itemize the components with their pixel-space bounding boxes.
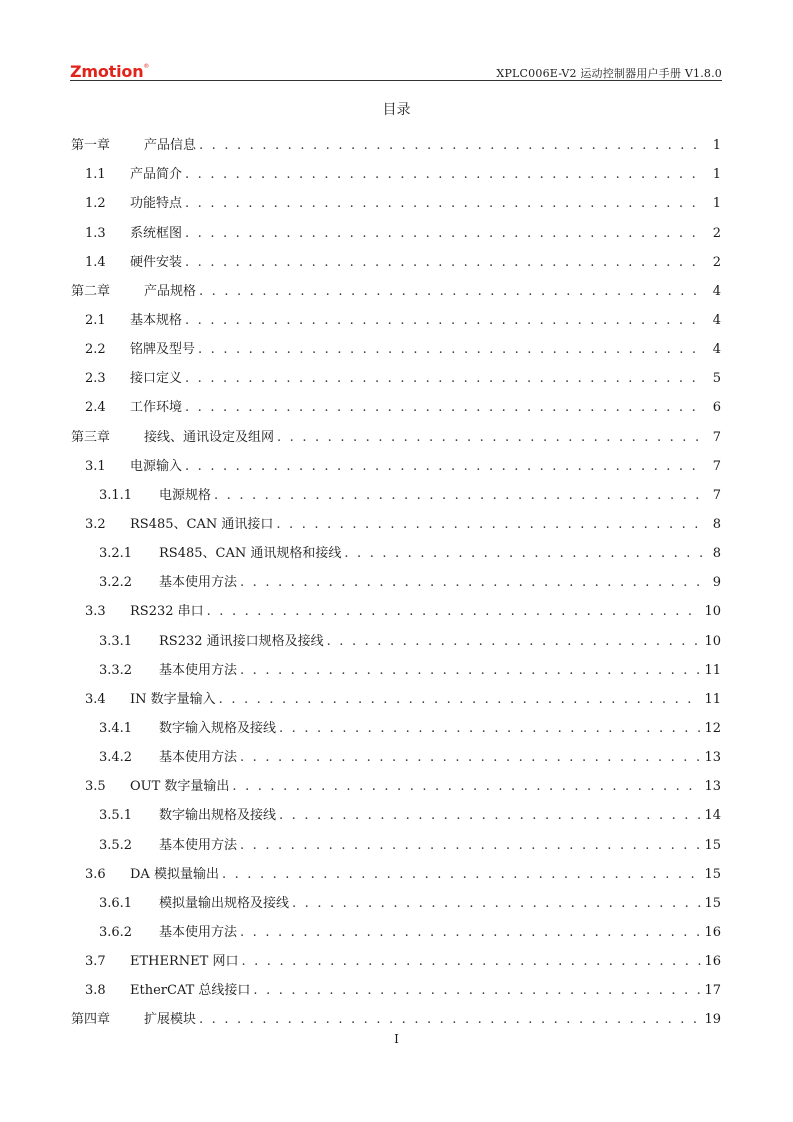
- toc-entry-page: 1: [712, 138, 721, 154]
- toc-dot-leader: [185, 459, 704, 475]
- toc-entry-title: 模拟量输出规格及接线: [159, 895, 290, 911]
- toc-entry[interactable]: [71, 970, 721, 999]
- toc-entry[interactable]: [71, 387, 721, 416]
- toc-entry-title: 数字输入规格及接线: [159, 720, 277, 736]
- toc-entry-page: 2: [712, 225, 721, 241]
- toc-entry-title: RS232 通讯接口规格及接线: [159, 633, 324, 649]
- toc-dot-leader: [240, 575, 704, 591]
- toc-entry-page: 4: [712, 312, 721, 328]
- toc-entry-title: 基本使用方法: [159, 662, 238, 678]
- toc-dot-leader: [232, 779, 701, 795]
- toc-entry[interactable]: [71, 795, 721, 824]
- toc-entry-page: 5: [712, 371, 721, 387]
- table-of-contents: [71, 125, 721, 1028]
- toc-entry-number: 1.3: [85, 225, 106, 241]
- toc-title: 目录: [382, 102, 411, 118]
- toc-entry-title: OUT 数字量输出: [130, 779, 230, 795]
- toc-entry-title: IN 数字量输入: [130, 691, 216, 707]
- toc-entry[interactable]: [71, 737, 721, 766]
- toc-entry[interactable]: [71, 999, 721, 1028]
- toc-entry[interactable]: [71, 183, 721, 212]
- toc-dot-leader: [222, 867, 702, 883]
- toc-entry-number: 3.6: [85, 866, 106, 882]
- toc-entry-page: 6: [712, 400, 721, 416]
- toc-entry-title: 接口定义: [130, 371, 183, 387]
- toc-entry-number: 3.2: [85, 516, 106, 532]
- toc-entry-title: EtherCAT 总线接口: [130, 983, 251, 999]
- toc-dot-leader: [240, 838, 701, 854]
- toc-entry[interactable]: [71, 125, 721, 154]
- toc-entry-title: 基本规格: [130, 312, 183, 328]
- toc-entry-title: 产品信息: [144, 138, 197, 154]
- toc-entry-number: 3.1: [85, 458, 106, 474]
- toc-entry[interactable]: [71, 679, 721, 708]
- toc-dot-leader: [185, 371, 704, 387]
- toc-entry[interactable]: [71, 941, 721, 970]
- toc-entry-number: 3.5: [85, 779, 106, 795]
- toc-entry-title: RS485、CAN 通讯接口: [130, 516, 274, 532]
- toc-entry-number: 3.4.2: [99, 750, 133, 766]
- toc-entry-number: 3.5.2: [99, 837, 133, 853]
- toc-entry-number: 3.6.1: [99, 895, 133, 911]
- toc-entry-number: 2.1: [85, 312, 106, 328]
- page-number: I: [394, 1032, 399, 1046]
- toc-entry-number: 2.4: [85, 400, 106, 416]
- toc-entry-number: 3.7: [85, 954, 106, 970]
- toc-entry-page: 13: [704, 779, 721, 795]
- toc-entry-page: 16: [704, 954, 721, 970]
- toc-entry[interactable]: [71, 708, 721, 737]
- toc-entry-title: 基本使用方法: [159, 750, 238, 766]
- toc-entry[interactable]: [71, 212, 721, 241]
- toc-entry-page: 15: [704, 837, 721, 853]
- toc-dot-leader: [214, 488, 704, 504]
- toc-entry-page: 10: [704, 633, 721, 649]
- toc-entry-number: 3.8: [85, 983, 106, 999]
- toc-dot-leader: [185, 196, 704, 212]
- zmotion-logo: [70, 62, 149, 81]
- toc-entry[interactable]: [71, 504, 721, 533]
- toc-entry[interactable]: [71, 271, 721, 300]
- toc-entry-page: 7: [712, 429, 721, 445]
- toc-dot-leader: [199, 1012, 701, 1028]
- toc-entry-number: 3.6.2: [99, 924, 133, 940]
- toc-dot-leader: [279, 721, 701, 737]
- toc-dot-leader: [241, 954, 701, 970]
- toc-entry-title: 基本使用方法: [159, 924, 238, 940]
- toc-entry[interactable]: [71, 446, 721, 475]
- toc-entry-page: 7: [712, 487, 721, 503]
- toc-entry-number: 3.4.1: [99, 720, 133, 736]
- toc-entry-title: 扩展模块: [144, 1012, 197, 1028]
- toc-entry-page: 9: [712, 575, 721, 591]
- toc-dot-leader: [185, 313, 704, 329]
- toc-entry-page: 13: [704, 750, 721, 766]
- toc-entry-page: 14: [704, 808, 721, 824]
- toc-entry[interactable]: [71, 475, 721, 504]
- toc-entry[interactable]: [71, 358, 721, 387]
- toc-entry[interactable]: [71, 533, 721, 562]
- toc-entry-number: 2.3: [85, 371, 106, 387]
- toc-entry[interactable]: [71, 154, 721, 183]
- toc-entry-title: 接线、通讯设定及组网: [144, 429, 275, 445]
- toc-entry-number: 第一章: [71, 138, 111, 154]
- toc-entry-title: 数字输出规格及接线: [159, 808, 277, 824]
- toc-entry[interactable]: [71, 416, 721, 445]
- toc-entry-title: RS232 串口: [130, 604, 204, 620]
- toc-dot-leader: [276, 517, 704, 533]
- toc-entry-number: 1.4: [85, 254, 106, 270]
- toc-entry-title: 产品简介: [130, 167, 183, 183]
- toc-entry-page: 1: [712, 196, 721, 212]
- toc-entry-page: 11: [704, 662, 721, 678]
- toc-dot-leader: [207, 604, 702, 620]
- toc-entry-title: 产品规格: [144, 283, 197, 299]
- toc-entry-number: 3.2.1: [99, 546, 133, 562]
- toc-entry-page: 11: [704, 691, 721, 707]
- toc-entry-page: 12: [704, 720, 721, 736]
- toc-dot-leader: [240, 925, 701, 941]
- toc-entry[interactable]: [71, 824, 721, 853]
- toc-entry-title: 工作环境: [130, 400, 183, 416]
- toc-entry-title: ETHERNET 网口: [130, 954, 239, 970]
- toc-entry[interactable]: [71, 300, 721, 329]
- toc-entry-number: 第四章: [71, 1012, 111, 1028]
- toc-dot-leader: [185, 226, 704, 242]
- toc-entry-title: 功能特点: [130, 196, 183, 212]
- toc-entry-page: 4: [712, 283, 721, 299]
- registered-mark: ®: [143, 63, 150, 70]
- toc-entry[interactable]: [71, 620, 721, 649]
- toc-entry-page: 1: [712, 167, 721, 183]
- toc-entry[interactable]: [71, 650, 721, 679]
- toc-dot-leader: [279, 808, 701, 824]
- toc-entry-page: 2: [712, 254, 721, 270]
- toc-entry-number: 第三章: [71, 429, 111, 445]
- toc-entry-number: 3.1.1: [99, 487, 133, 503]
- toc-entry[interactable]: [71, 883, 721, 912]
- toc-dot-leader: [185, 255, 704, 271]
- toc-dot-leader: [253, 983, 701, 999]
- toc-entry-page: 4: [712, 342, 721, 358]
- toc-entry-page: 16: [704, 924, 721, 940]
- toc-dot-leader: [198, 342, 704, 358]
- toc-entry-number: 1.2: [85, 196, 106, 212]
- page-header: [70, 60, 722, 82]
- toc-entry-page: 19: [704, 1012, 721, 1028]
- toc-entry-title: 硬件安装: [130, 254, 183, 270]
- toc-entry-page: 8: [712, 546, 721, 562]
- toc-dot-leader: [219, 692, 702, 708]
- toc-dot-leader: [199, 138, 704, 154]
- toc-entry-number: 3.3: [85, 604, 106, 620]
- toc-entry-page: 7: [712, 458, 721, 474]
- document-title: XPLC006E-V2 运动控制器用户手册 V1.8.0: [496, 67, 722, 80]
- toc-entry-number: 3.3.2: [99, 662, 133, 678]
- toc-entry-title: 电源输入: [130, 458, 183, 474]
- toc-entry-number: 3.4: [85, 691, 106, 707]
- toc-dot-leader: [199, 284, 704, 300]
- toc-entry-page: 15: [704, 895, 721, 911]
- toc-dot-leader: [344, 546, 704, 562]
- logo-text: Zmotion: [70, 62, 144, 81]
- toc-entry-page: 15: [704, 866, 721, 882]
- toc-entry-page: 8: [712, 516, 721, 532]
- toc-entry-number: 1.1: [85, 167, 106, 183]
- toc-entry[interactable]: [71, 242, 721, 271]
- toc-dot-leader: [240, 663, 701, 679]
- toc-entry-number: 2.2: [85, 342, 106, 358]
- header-divider: [70, 80, 722, 81]
- toc-entry-number: 3.3.1: [99, 633, 133, 649]
- toc-entry[interactable]: [71, 766, 721, 795]
- toc-entry-title: 铭牌及型号: [130, 342, 196, 358]
- toc-entry-title: 系统框图: [130, 225, 183, 241]
- toc-dot-leader: [185, 167, 704, 183]
- toc-entry[interactable]: [71, 591, 721, 620]
- toc-entry-page: 10: [704, 604, 721, 620]
- toc-entry-page: 17: [704, 983, 721, 999]
- toc-entry[interactable]: [71, 329, 721, 358]
- toc-entry-title: 基本使用方法: [159, 837, 238, 853]
- toc-entry[interactable]: [71, 912, 721, 941]
- toc-entry-title: RS485、CAN 通讯规格和接线: [159, 546, 342, 562]
- toc-entry-number: 第二章: [71, 283, 111, 299]
- toc-entry-title: DA 模拟量输出: [130, 866, 219, 882]
- toc-dot-leader: [240, 750, 701, 766]
- toc-dot-leader: [327, 634, 702, 650]
- toc-entry-number: 3.5.1: [99, 808, 133, 824]
- toc-dot-leader: [292, 896, 701, 912]
- toc-entry-title: 电源规格: [159, 487, 212, 503]
- toc-entry-title: 基本使用方法: [159, 575, 238, 591]
- toc-dot-leader: [185, 400, 704, 416]
- toc-dot-leader: [277, 430, 704, 446]
- toc-entry[interactable]: [71, 854, 721, 883]
- toc-entry[interactable]: [71, 562, 721, 591]
- toc-entry-number: 3.2.2: [99, 575, 133, 591]
